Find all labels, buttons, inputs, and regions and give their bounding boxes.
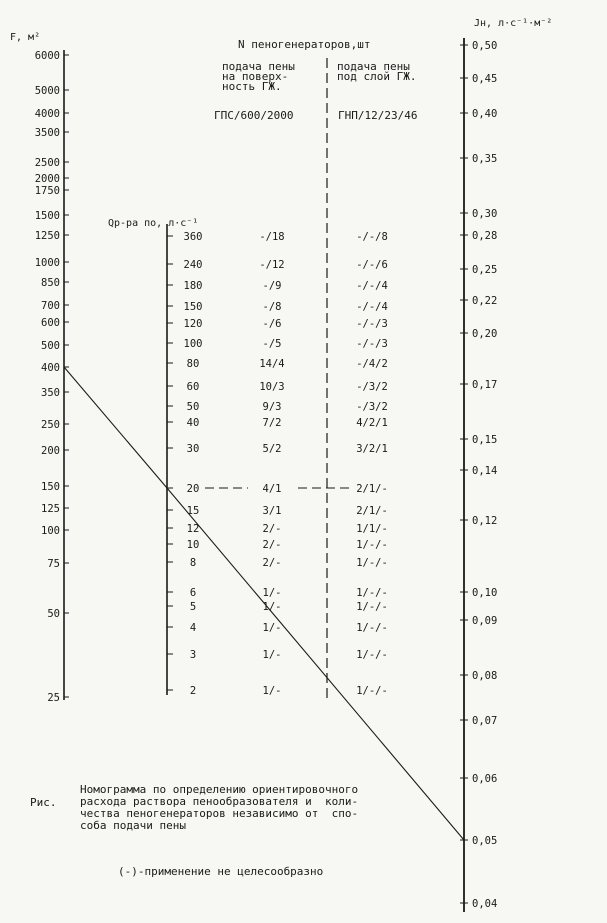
intensity-tick-label: 0,28 — [472, 230, 498, 242]
layer-count: -/4/2 — [356, 358, 388, 370]
flow-tick-label: 20 — [186, 483, 200, 495]
surface-count: 7/2 — [262, 417, 282, 429]
surface-count: 3/1 — [262, 505, 282, 517]
tick-labels-layer — [35, 40, 498, 910]
surface-count: 5/2 — [262, 443, 282, 455]
layer-count: -/3/2 — [356, 401, 388, 413]
layer-count: 1/-/- — [356, 557, 388, 569]
intensity-tick-label: 0,35 — [472, 153, 498, 165]
surface-count: 14/4 — [259, 358, 285, 370]
surface-count: 1/- — [262, 649, 282, 661]
intensity-tick-label: 0,15 — [472, 434, 498, 446]
intensity-tick-label: 0,30 — [472, 208, 498, 220]
area-tick-label: 1000 — [34, 257, 60, 269]
layer-count: 1/-/- — [356, 649, 388, 661]
area-tick-label: 500 — [41, 340, 60, 352]
intensity-tick-label: 0,07 — [472, 715, 498, 727]
surface-count: 10/3 — [259, 381, 285, 393]
surface-column-header: подача пены на поверх- ность ГЖ. — [222, 60, 295, 93]
flow-tick-label: 360 — [183, 231, 203, 243]
generator-counts-layer — [259, 231, 387, 697]
key-line-area-to-flow — [64, 367, 167, 488]
flow-tick-label: 100 — [183, 338, 203, 350]
intensity-tick-label: 0,08 — [472, 670, 498, 682]
flow-tick-label: 40 — [186, 417, 200, 429]
layer-count: 1/-/- — [356, 685, 388, 697]
flow-tick-label: 150 — [183, 301, 203, 313]
surface-count: 1/- — [262, 622, 282, 634]
flow-tick-label: 2 — [189, 685, 197, 697]
area-tick-label: 1750 — [34, 185, 60, 197]
layer-count: 1/1/- — [356, 523, 388, 535]
surface-count: 9/3 — [262, 401, 282, 413]
area-tick-label: 6000 — [34, 50, 60, 62]
tick-marks-layer — [64, 45, 468, 903]
surface-count: -/9 — [262, 280, 282, 292]
flow-tick-label: 4 — [189, 622, 197, 634]
layer-count: -/3/2 — [356, 381, 388, 393]
intensity-tick-label: 0,09 — [472, 615, 498, 627]
intensity-tick-label: 0,04 — [472, 898, 498, 910]
layer-count: -/-/4 — [356, 280, 388, 292]
area-tick-label: 3500 — [34, 127, 60, 139]
surface-count: -/12 — [259, 259, 285, 271]
surface-count: 2/- — [262, 557, 282, 569]
layer-count: -/-/3 — [356, 338, 388, 350]
axes-layer — [64, 38, 464, 912]
area-tick-label: 2500 — [34, 157, 60, 169]
caption-note: (-)-применение не целесообразно — [118, 865, 324, 878]
area-axis-title: F, м² — [10, 32, 41, 43]
layer-count: -/-/8 — [356, 231, 388, 243]
intensity-tick-label: 0,05 — [472, 835, 498, 847]
area-tick-label: 200 — [41, 445, 60, 457]
intensity-tick-label: 0,25 — [472, 264, 498, 276]
layer-count: -/-/6 — [356, 259, 388, 271]
layer-count: 4/2/1 — [356, 417, 388, 429]
surface-count: 2/- — [262, 539, 282, 551]
flow-tick-label: 5 — [189, 601, 197, 613]
intensity-tick-label: 0,40 — [472, 108, 498, 120]
intensity-tick-label: 0,06 — [472, 773, 498, 785]
layer-count: 1/-/- — [356, 587, 388, 599]
caption-text: Номограмма по определению ориентировочного расхода раствора пенообразователя и коли- чества пеногенераторов независимо от спо- соба подачи пены — [80, 783, 359, 832]
layer-model-label: ГНП/12/23/46 — [338, 109, 418, 122]
surface-count: 1/- — [262, 587, 282, 599]
area-tick-label: 600 — [41, 317, 60, 329]
surface-count: 1/- — [262, 685, 282, 697]
area-tick-label: 50 — [47, 608, 60, 620]
intensity-tick-label: 0,20 — [472, 328, 498, 340]
surface-count: -/6 — [262, 318, 282, 330]
intensity-tick-label: 0,22 — [472, 295, 498, 307]
intensity-tick-label: 0,50 — [472, 40, 498, 52]
flow-axis-title: Qр-ра по, л·с⁻¹ — [108, 218, 199, 229]
flow-tick-label: 60 — [186, 381, 200, 393]
intensity-tick-label: 0,17 — [472, 379, 498, 391]
layer-count: 3/2/1 — [356, 443, 388, 455]
area-tick-label: 125 — [41, 503, 60, 515]
surface-count: 2/- — [262, 523, 282, 535]
flow-tick-label: 240 — [183, 259, 203, 271]
flow-tick-label: 3 — [189, 649, 197, 661]
surface-count: -/18 — [259, 231, 285, 243]
surface-model-label: ГПС/600/2000 — [214, 109, 294, 122]
generators-title: N пеногенераторов,шт — [238, 38, 371, 51]
area-tick-label: 150 — [41, 481, 60, 493]
area-tick-label: 1250 — [34, 230, 60, 242]
area-tick-label: 400 — [41, 362, 60, 374]
flow-tick-label: 120 — [183, 318, 203, 330]
layer-count: 1/-/- — [356, 601, 388, 613]
area-tick-label: 75 — [47, 558, 60, 570]
flow-tick-label: 50 — [186, 401, 200, 413]
flow-tick-label: 80 — [186, 358, 200, 370]
flow-tick-label: 10 — [186, 539, 200, 551]
layer-count: 2/1/- — [356, 483, 388, 495]
flow-tick-label: 6 — [189, 587, 197, 599]
intensity-tick-label: 0,45 — [472, 73, 498, 85]
area-tick-label: 700 — [41, 300, 60, 312]
area-tick-label: 4000 — [34, 108, 60, 120]
flow-tick-label: 15 — [186, 505, 200, 517]
area-tick-label: 350 — [41, 387, 60, 399]
intensity-tick-label: 0,12 — [472, 515, 498, 527]
flow-tick-label: 12 — [186, 523, 200, 535]
flow-tick-label: 180 — [183, 280, 203, 292]
surface-count: -/5 — [262, 338, 282, 350]
surface-count: 4/1 — [262, 483, 282, 495]
key-lines-layer — [64, 367, 464, 840]
area-tick-label: 25 — [47, 692, 60, 704]
layer-count: 2/1/- — [356, 505, 388, 517]
layer-count: -/-/4 — [356, 301, 388, 313]
surface-count: -/8 — [262, 301, 282, 313]
layer-count: -/-/3 — [356, 318, 388, 330]
layer-column-header: подача пены под слой ГЖ. — [337, 60, 417, 83]
intensity-axis-title: Jн, л·с⁻¹·м⁻² — [474, 18, 553, 29]
area-tick-label: 850 — [41, 277, 60, 289]
layer-count: 1/-/- — [356, 539, 388, 551]
intensity-tick-label: 0,14 — [472, 465, 498, 477]
layer-count: 1/-/- — [356, 622, 388, 634]
caption-label: Рис. — [30, 796, 57, 809]
flow-tick-label: 30 — [186, 443, 200, 455]
surface-count: 1/- — [262, 601, 282, 613]
area-tick-label: 2000 — [34, 173, 60, 185]
area-tick-label: 1500 — [34, 210, 60, 222]
intensity-tick-label: 0,10 — [472, 587, 498, 599]
flow-tick-label: 8 — [189, 557, 197, 569]
area-tick-label: 5000 — [34, 85, 60, 97]
area-tick-label: 250 — [41, 419, 60, 431]
area-tick-label: 100 — [41, 525, 60, 537]
